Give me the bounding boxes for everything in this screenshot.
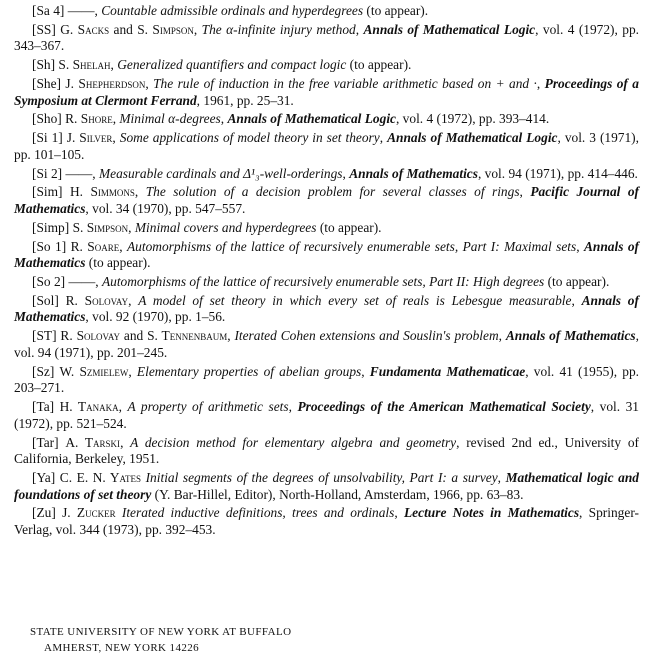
ref-text: , (498, 328, 506, 344)
reference-key: [Si 2] (32, 165, 63, 181)
reference-entry (14, 22, 639, 55)
ref-title: Automorphisms of the lattice of recursively enumerable sets, Part I: Maximal sets (126, 238, 577, 254)
ref-text: , (128, 292, 139, 308)
ref-text: (to appear). (85, 255, 151, 271)
ref-author: R. Soare (70, 238, 120, 254)
ref-title: Some applications of model theory in set theory (119, 130, 380, 146)
ref-title: The solution of a decision problem for several classes of rings (145, 184, 520, 200)
ref-text: , vol. 92 (1970), pp. 1–56. (85, 309, 226, 325)
ref-text: (to appear). (346, 57, 412, 73)
reference-key: [Sh] (32, 57, 56, 73)
reference-list (14, 3, 639, 539)
reference-key: [Tar] (32, 434, 59, 450)
ref-title: Generalized quantifiers and compact logic (117, 57, 347, 73)
ref-title: Iterated Cohen extensions and Souslin's problem (234, 328, 499, 344)
ref-author: R. Shore (65, 111, 113, 127)
ref-text: , (227, 328, 235, 344)
reference-entry (14, 76, 639, 109)
reference-key: [Sim] (32, 184, 63, 200)
reference-key: [Sho] (32, 111, 62, 127)
ref-text: , (193, 21, 202, 37)
reference-entry (14, 328, 639, 361)
ref-text: and (109, 21, 138, 37)
ref-journal: Annals of Mathematics (349, 165, 478, 181)
ref-text: , (576, 238, 584, 254)
ref-author: C. E. N. Yates (59, 470, 142, 486)
reference-key: [ST] (32, 328, 57, 344)
reference-entry (14, 57, 639, 74)
ref-text: , (361, 363, 370, 379)
ref-journal: Annals of Mathematical Logic (387, 130, 558, 146)
reference-entry (14, 274, 639, 291)
ref-text: , (536, 75, 545, 91)
ref-title: A decision method for elementary algebra and geometry (130, 434, 457, 450)
ref-text: , (145, 75, 154, 91)
ref-author: W. Szmielew (59, 363, 129, 379)
reference-entry (14, 220, 639, 237)
ref-author: A. Tarski (65, 434, 121, 450)
ref-title: Countable admissible ordinals and hyperdegrees (101, 3, 364, 18)
ref-text: ——, (65, 165, 99, 181)
ref-title: The rule of induction in the free variable arithmetic based on + and · (153, 75, 537, 91)
ref-text: , (497, 470, 506, 486)
ref-title: The α-infinite injury method (201, 21, 356, 37)
ref-text: , (120, 434, 131, 450)
ref-text: (to appear). (544, 274, 610, 290)
ref-text: and (120, 328, 148, 344)
reference-entry (14, 364, 639, 397)
ref-text: , vol. 4 (1972), pp. 343–367. (14, 21, 639, 54)
reference-entry (14, 184, 639, 217)
reference-key: [Sol] (32, 292, 59, 308)
ref-text: , (288, 399, 298, 415)
ref-title: Minimal α-degrees (119, 111, 221, 127)
reference-key: [She] (32, 75, 62, 91)
ref-author: J. Zucker (62, 505, 116, 521)
ref-text: , vol. 34 (1970), pp. 547–557. (85, 201, 246, 217)
reference-key: [Zu] (32, 505, 56, 521)
reference-key: [SS] (32, 21, 56, 37)
ref-author: H. Simmons (69, 184, 135, 200)
ref-title: Initial segments of the degrees of unsolvability, Part I: a survey (145, 470, 498, 486)
reference-key: [Ta] (32, 399, 55, 415)
reference-entry (14, 470, 639, 503)
ref-journal: Mathematical logic and foundations of set theory (14, 470, 639, 502)
reference-entry (14, 130, 639, 163)
ref-text: (to appear). (316, 219, 382, 235)
ref-journal: Annals of Mathematics (505, 328, 636, 344)
ref-text: , (355, 21, 364, 37)
ref-journal: Pacific Journal of Mathematics (14, 184, 639, 217)
ref-title: Elementary properties of abelian groups (136, 363, 362, 379)
ref-text: , 1961, pp. 25–31. (196, 92, 294, 108)
ref-text: , (128, 219, 135, 235)
ref-author: R. Solovay (60, 328, 121, 344)
ref-text: , (112, 130, 120, 146)
ref-text: , (134, 184, 146, 200)
ref-text: , (112, 111, 120, 127)
ref-text: , vol. 94 (1971), pp. 414–446. (477, 165, 638, 181)
ref-text: , vol. 41 (1955), pp. 203–271. (14, 363, 639, 396)
reference-key: [Simp] (32, 219, 70, 235)
ref-text: , (379, 130, 388, 146)
reference-entry (14, 293, 639, 326)
ref-journal: Proceedings of a Symposium at Clermont Ferrand (14, 75, 639, 108)
reference-key: [Sa 4] (32, 3, 65, 18)
ref-author: G. Sacks (60, 21, 110, 37)
ref-author: S. Simpson (72, 219, 129, 235)
address-line-2: AMHERST, NEW YORK 14226 (44, 642, 200, 654)
reference-key: [Sz] (32, 363, 55, 379)
ref-author: R. Solovay (65, 292, 129, 308)
ref-text: ——, (67, 3, 102, 18)
ref-text: , vol. 3 (1971), pp. 101–105. (14, 130, 639, 162)
ref-title: A property of arithmetic sets (127, 399, 289, 415)
ref-title: Measurable cardinals and Δ¹₃-well-orderings (98, 165, 343, 181)
reference-key: [So 1] (32, 238, 67, 254)
ref-title: Automorphisms of the lattice of recursively enumerable sets, Part II: High degrees (101, 274, 545, 290)
ref-title: Minimal covers and hyperdegrees (134, 219, 317, 235)
ref-text: , vol. 4 (1972), pp. 393–414. (395, 111, 550, 127)
ref-text: , revised 2nd ed., University of California, Berkeley, 1951. (14, 434, 639, 467)
ref-journal: Proceedings of the American Mathematical Society (297, 399, 591, 415)
reference-entry (14, 239, 639, 272)
reference-entry (14, 399, 639, 432)
ref-text: , vol. 94 (1971), pp. 201–245. (14, 328, 639, 360)
reference-entry (14, 166, 639, 183)
ref-text: , (110, 57, 118, 73)
reference-entry (14, 111, 639, 128)
ref-text: , (128, 363, 137, 379)
ref-text: , (220, 111, 228, 127)
ref-author: S. Tennenbaum (147, 328, 228, 344)
ref-text: (Y. Bar-Hillel, Editor), North-Holland, Amsterdam, 1966, pp. 63–83. (151, 486, 524, 502)
address-line-1: STATE UNIVERSITY OF NEW YORK AT BUFFALO (30, 626, 292, 638)
ref-journal: Annals of Mathematics (14, 238, 639, 271)
ref-author: J. Shepherdson (65, 75, 146, 91)
reference-entry (14, 435, 639, 468)
ref-text: , Springer-Verlag, vol. 344 (1973), pp. 392–453. (14, 505, 639, 538)
ref-journal: Lecture Notes in Mathematics (404, 505, 580, 521)
ref-text: , (119, 238, 127, 254)
ref-text: (to appear). (363, 3, 429, 18)
ref-text: , (394, 505, 404, 521)
ref-journal: Annals of Mathematical Logic (227, 111, 396, 127)
ref-author: H. Tanaka (59, 399, 119, 415)
ref-text: ——, (68, 274, 102, 290)
ref-text: , (519, 184, 531, 200)
ref-text: , (342, 165, 350, 181)
ref-journal: Annals of Mathematical Logic (363, 21, 536, 37)
ref-journal: Fundamenta Mathematicae (369, 363, 526, 379)
ref-author: S. Simpson (137, 21, 194, 37)
ref-text: , (118, 399, 128, 415)
reference-key: [Si 1] (32, 130, 63, 146)
reference-key: [So 2] (32, 274, 66, 290)
ref-author: J. Silver (66, 130, 113, 146)
ref-journal: Annals of Mathematics (14, 292, 639, 325)
reference-entry (14, 3, 639, 20)
ref-text: , (571, 292, 582, 308)
author-address (30, 624, 291, 656)
ref-text: , vol. 31 (1972), pp. 521–524. (14, 399, 639, 431)
reference-entry (14, 505, 639, 538)
reference-key: [Ya] (32, 470, 56, 486)
ref-title: Iterated inductive definitions, trees and ordinals (121, 505, 395, 521)
ref-author: S. Shelah (58, 57, 111, 73)
ref-title: A model of set theory in which every set of reals is Lebesgue measurable (138, 292, 572, 308)
